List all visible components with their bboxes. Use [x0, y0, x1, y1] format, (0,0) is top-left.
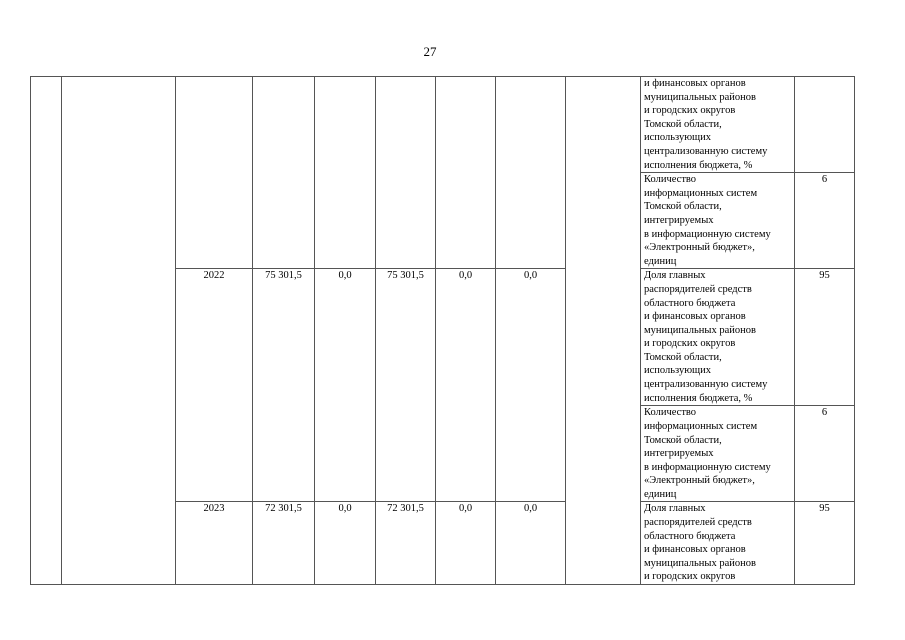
- regional-cell: [376, 77, 436, 269]
- year-cell: [176, 77, 253, 269]
- table-row: [31, 77, 855, 173]
- federal-cell: [315, 77, 376, 269]
- total-cell: [253, 77, 315, 269]
- year-cell: 2023: [176, 502, 253, 585]
- indicator-value-cell: [795, 77, 855, 173]
- indicator-name-cell: Количество информационных систем Томской области, интегрируемых в информационную систему «Электронный бюджет», единиц: [641, 406, 795, 502]
- local-cell: [436, 77, 496, 269]
- other-cell: [496, 77, 566, 269]
- measure-name-cell: [62, 77, 176, 585]
- total-cell: 75 301,5: [253, 269, 315, 502]
- other-cell: 0,0: [496, 502, 566, 585]
- indicator-name-cell: Доля главных распорядителей средств областного бюджета и финансовых органов муниципальных районов и городских округов: [641, 502, 795, 585]
- indicator-value-cell: 6: [795, 406, 855, 502]
- indicator-name-cell: и финансовых органов муниципальных районов и городских округов Томской области, использующих централизованную систему исполнения бюджета, %: [641, 77, 795, 173]
- page-number: 27: [423, 44, 437, 59]
- federal-cell: 0,0: [315, 502, 376, 585]
- other-cell: 0,0: [496, 269, 566, 502]
- regional-cell: 75 301,5: [376, 269, 436, 502]
- indicator-name-cell: Количество информационных систем Томской области, интегрируемых в информационную систему «Электронный бюджет», единиц: [641, 173, 795, 269]
- indicator-value-cell: 6: [795, 173, 855, 269]
- regional-cell: 72 301,5: [376, 502, 436, 585]
- total-cell: 72 301,5: [253, 502, 315, 585]
- budget-table: [30, 76, 855, 585]
- indicator-name-cell: Доля главных распорядителей средств областного бюджета и финансовых органов муниципальных районов и городских округов Томской области, использующих централизованную систему исполнения бюджета, %: [641, 269, 795, 406]
- indicator-value-cell: 95: [795, 269, 855, 406]
- row-number-cell: [31, 77, 62, 585]
- local-cell: 0,0: [436, 502, 496, 585]
- federal-cell: 0,0: [315, 269, 376, 502]
- local-cell: 0,0: [436, 269, 496, 502]
- year-cell: 2022: [176, 269, 253, 502]
- indicator-value-cell: 95: [795, 502, 855, 585]
- executor-cell: [566, 77, 641, 585]
